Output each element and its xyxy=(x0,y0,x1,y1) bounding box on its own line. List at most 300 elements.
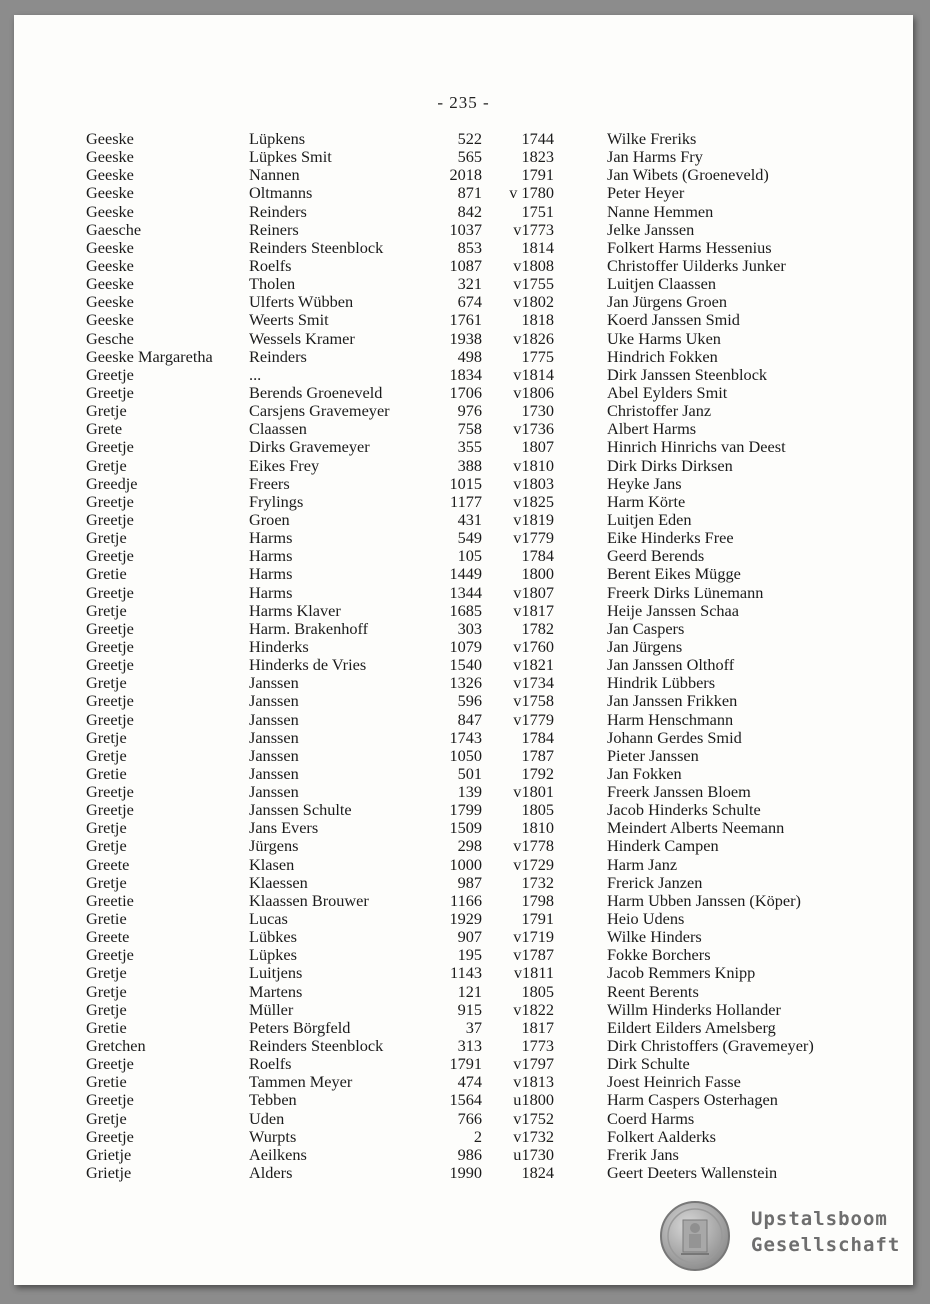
cell-nr: 1799 xyxy=(449,800,482,820)
table-row xyxy=(14,348,913,366)
cell-spouse: Heyke Jans xyxy=(607,473,682,493)
table-row xyxy=(14,946,913,964)
cell-nr: 313 xyxy=(457,1036,482,1056)
cell-nr: 596 xyxy=(457,691,482,711)
cell-spouse: Jacob Remmers Knipp xyxy=(607,963,756,983)
cell-first: Greetje xyxy=(86,382,134,402)
table-row xyxy=(14,420,913,438)
cell-last: Wurpts xyxy=(249,1126,297,1146)
cell-last: Tholen xyxy=(249,274,296,294)
cell-last: Uden xyxy=(249,1108,285,1128)
cell-first: Grete xyxy=(86,419,123,439)
cell-last: Hinderks xyxy=(249,636,309,656)
table-row xyxy=(14,565,913,583)
cell-nr: 674 xyxy=(457,292,482,312)
cell-spouse: Christoffer Janz xyxy=(607,401,712,421)
cell-year: 1817 xyxy=(521,1017,554,1037)
cell-first: Greetje xyxy=(86,782,134,802)
cell-spouse: Wilke Hinders xyxy=(607,927,702,947)
cell-first: Gretie xyxy=(86,1017,127,1037)
cell-first: Geeske xyxy=(86,129,134,148)
cell-year: v1736 xyxy=(513,419,554,439)
cell-last: Reinders xyxy=(249,346,307,366)
cell-spouse: Dirk Janssen Steenblock xyxy=(607,364,768,384)
cell-nr: 1079 xyxy=(449,636,482,656)
cell-first: Greetje xyxy=(86,491,134,511)
cell-year: v1806 xyxy=(513,382,554,402)
cell-spouse: Jan Jürgens Groen xyxy=(607,292,727,312)
cell-last: Müller xyxy=(249,999,294,1019)
cell-last: Peters Börgfeld xyxy=(249,1017,351,1037)
cell-year: v1779 xyxy=(513,528,554,548)
cell-year: 1744 xyxy=(521,129,554,148)
cell-year: v1734 xyxy=(513,673,554,693)
cell-last: Harms Klaver xyxy=(249,600,341,620)
cell-last: Lucas xyxy=(249,909,288,929)
cell-spouse: Wilke Freriks xyxy=(607,129,697,148)
table-row xyxy=(14,711,913,729)
cell-first: Gretie xyxy=(86,564,127,584)
cell-last: Janssen xyxy=(249,763,299,783)
cell-first: Gretchen xyxy=(86,1036,146,1056)
cell-spouse: Folkert Aalderks xyxy=(607,1126,716,1146)
cell-last: Klaessen xyxy=(249,872,308,892)
cell-nr: 1834 xyxy=(449,364,482,384)
cell-last: Eikes Frey xyxy=(249,455,320,475)
cell-spouse: Frerik Jans xyxy=(607,1144,679,1164)
document-page xyxy=(14,15,913,1285)
cell-year: 1787 xyxy=(521,745,554,765)
upstalsboom-logo xyxy=(659,1200,909,1280)
table-row xyxy=(14,184,913,202)
cell-spouse: Dirk Christoffers (Gravemeyer) xyxy=(607,1036,814,1056)
cell-year: v1773 xyxy=(513,219,554,239)
table-row xyxy=(14,964,913,982)
table-row xyxy=(14,620,913,638)
cell-nr: 842 xyxy=(457,201,482,221)
cell-nr: 1087 xyxy=(449,255,482,275)
cell-spouse: Abel Eylders Smit xyxy=(607,382,728,402)
cell-nr: 1015 xyxy=(449,473,482,493)
cell-nr: 2 xyxy=(473,1126,482,1146)
table-row xyxy=(14,602,913,620)
cell-first: Greetie xyxy=(86,890,134,910)
cell-last: Lüpkes xyxy=(249,945,297,965)
cell-first: Geeske xyxy=(86,201,134,221)
cell-nr: 853 xyxy=(457,237,482,257)
cell-last: Reinders xyxy=(249,201,307,221)
cell-year: v1732 xyxy=(513,1126,554,1146)
cell-year: v1755 xyxy=(513,274,554,294)
table-row xyxy=(14,765,913,783)
cell-spouse: Heije Janssen Schaa xyxy=(607,600,740,620)
cell-spouse: Albert Harms xyxy=(607,419,697,439)
cell-spouse: Dirk Schulte xyxy=(607,1054,690,1074)
cell-year: v1787 xyxy=(513,945,554,965)
cell-spouse: Jan Janssen Frikken xyxy=(607,691,738,711)
cell-last: ... xyxy=(249,364,262,384)
table-row xyxy=(14,638,913,656)
cell-nr: 986 xyxy=(457,1144,482,1164)
table-row xyxy=(14,511,913,529)
cell-nr: 907 xyxy=(457,927,482,947)
cell-year: 1805 xyxy=(521,981,554,1001)
cell-first: Greetje xyxy=(86,582,134,602)
cell-first: Geeske xyxy=(86,255,134,275)
table-row xyxy=(14,656,913,674)
cell-spouse: Freerk Dirks Lünemann xyxy=(607,582,764,602)
cell-last: Harms xyxy=(249,564,293,584)
cell-last: Wessels Kramer xyxy=(249,328,355,348)
cell-year: 1773 xyxy=(521,1036,554,1056)
cell-nr: 139 xyxy=(457,782,482,802)
cell-year: 1732 xyxy=(521,872,554,892)
cell-spouse: Dirk Dirks Dirksen xyxy=(607,455,733,475)
cell-nr: 37 xyxy=(465,1017,482,1037)
cell-spouse: Fokke Borchers xyxy=(607,945,711,965)
cell-first: Gretje xyxy=(86,401,127,421)
table-row xyxy=(14,801,913,819)
table-row xyxy=(14,729,913,747)
cell-spouse: Peter Heyer xyxy=(607,183,685,203)
cell-first: Geeske xyxy=(86,147,134,167)
table-row xyxy=(14,1037,913,1055)
cell-last: Reiners xyxy=(249,219,299,239)
table-row xyxy=(14,366,913,384)
cell-last: Reinders Steenblock xyxy=(249,1036,384,1056)
cell-nr: 1000 xyxy=(449,854,482,874)
cell-first: Greetje xyxy=(86,655,134,675)
cell-year: v1760 xyxy=(513,636,554,656)
cell-nr: 1540 xyxy=(449,655,482,675)
cell-first: Gretie xyxy=(86,763,127,783)
cell-last: Janssen xyxy=(249,709,299,729)
cell-first: Greetje xyxy=(86,437,134,457)
cell-nr: 1177 xyxy=(450,491,482,511)
table-row xyxy=(14,475,913,493)
cell-first: Greete xyxy=(86,927,130,947)
cell-last: Berends Groeneveld xyxy=(249,382,383,402)
cell-first: Geeske xyxy=(86,292,134,312)
cell-year: u1800 xyxy=(513,1090,554,1110)
cell-spouse: Harm Caspers Osterhagen xyxy=(607,1090,778,1110)
cell-year: v1819 xyxy=(513,509,554,529)
cell-nr: 1929 xyxy=(449,909,482,929)
cell-last: Nannen xyxy=(249,165,300,185)
cell-nr: 1509 xyxy=(449,818,482,838)
cell-last: Roelfs xyxy=(249,1054,292,1074)
table-row xyxy=(14,493,913,511)
cell-spouse: Folkert Harms Hessenius xyxy=(607,237,772,257)
table-row xyxy=(14,130,913,148)
cell-last: Hinderks de Vries xyxy=(249,655,367,675)
cell-last: Harms xyxy=(249,546,293,566)
table-row xyxy=(14,1091,913,1109)
table-row xyxy=(14,983,913,1001)
cell-spouse: Jan Fokken xyxy=(607,763,682,783)
cell-nr: 1990 xyxy=(449,1163,482,1183)
cell-first: Gretje xyxy=(86,872,127,892)
table-row xyxy=(14,783,913,801)
cell-first: Greetje xyxy=(86,509,134,529)
cell-spouse: Hindrik Lübbers xyxy=(607,673,716,693)
table-row xyxy=(14,747,913,765)
cell-last: Lüpkes Smit xyxy=(249,147,332,167)
cell-year: v1810 xyxy=(513,455,554,475)
cell-spouse: Willm Hinderks Hollander xyxy=(607,999,781,1019)
cell-first: Geeske xyxy=(86,274,134,294)
cell-first: Gretje xyxy=(86,836,127,856)
cell-nr: 522 xyxy=(457,129,482,148)
cell-last: Lüpkens xyxy=(249,129,306,148)
cell-year: 1784 xyxy=(521,546,554,566)
cell-spouse: Jan Jürgens xyxy=(607,636,683,656)
cell-year: 1810 xyxy=(521,818,554,838)
cell-nr: 105 xyxy=(457,546,482,566)
cell-year: v1825 xyxy=(513,491,554,511)
cell-nr: 1344 xyxy=(449,582,482,602)
cell-last: Reinders Steenblock xyxy=(249,237,384,257)
cell-last: Harms xyxy=(249,528,293,548)
cell-spouse: Freerk Janssen Bloem xyxy=(607,782,751,802)
cell-nr: 2018 xyxy=(449,165,482,185)
cell-first: Greedje xyxy=(86,473,138,493)
cell-last: Roelfs xyxy=(249,255,292,275)
table-row xyxy=(14,584,913,602)
cell-nr: 298 xyxy=(457,836,482,856)
cell-nr: 871 xyxy=(457,183,482,203)
cell-last: Carsjens Gravemeyer xyxy=(249,401,390,421)
cell-year: v 1780 xyxy=(509,183,554,203)
cell-first: Gretje xyxy=(86,963,127,983)
cell-nr: 121 xyxy=(457,981,482,1001)
table-row xyxy=(14,819,913,837)
table-row xyxy=(14,311,913,329)
cell-year: 1818 xyxy=(521,310,554,330)
cell-last: Jürgens xyxy=(249,836,299,856)
cell-year: 1784 xyxy=(521,727,554,747)
cell-first: Gretje xyxy=(86,528,127,548)
page-number: - 235 - xyxy=(437,93,490,112)
cell-nr: 915 xyxy=(457,999,482,1019)
cell-spouse: Nanne Hemmen xyxy=(607,201,714,221)
table-row xyxy=(14,1055,913,1073)
cell-first: Greetje xyxy=(86,945,134,965)
table-row xyxy=(14,892,913,910)
cell-first: Grietje xyxy=(86,1144,132,1164)
cell-spouse: Coerd Harms xyxy=(607,1108,695,1128)
cell-spouse: Harm Janz xyxy=(607,854,678,874)
cell-first: Gretje xyxy=(86,673,127,693)
table-row xyxy=(14,1073,913,1091)
cell-spouse: Joest Heinrich Fasse xyxy=(607,1072,741,1092)
cell-year: v1811 xyxy=(513,963,554,983)
cell-last: Harms xyxy=(249,582,293,602)
cell-nr: 303 xyxy=(457,618,482,638)
table-row xyxy=(14,928,913,946)
cell-nr: 321 xyxy=(457,274,482,294)
cell-first: Gretie xyxy=(86,1072,127,1092)
table-row xyxy=(14,547,913,565)
table-row xyxy=(14,275,913,293)
cell-year: v1814 xyxy=(513,364,554,384)
cell-nr: 1938 xyxy=(449,328,482,348)
table-row xyxy=(14,221,913,239)
cell-nr: 766 xyxy=(457,1108,482,1128)
cell-year: v1801 xyxy=(513,782,554,802)
cell-nr: 1761 xyxy=(449,310,482,330)
cell-first: Geeske Margaretha xyxy=(86,346,213,366)
table-row xyxy=(14,166,913,184)
cell-nr: 1685 xyxy=(449,600,482,620)
table-row xyxy=(14,148,913,166)
table-row xyxy=(14,1001,913,1019)
cell-year: v1817 xyxy=(513,600,554,620)
cell-last: Klasen xyxy=(249,854,295,874)
cell-nr: 847 xyxy=(457,709,482,729)
cell-first: Gretje xyxy=(86,981,127,1001)
cell-year: v1802 xyxy=(513,292,554,312)
table-row xyxy=(14,856,913,874)
cell-last: Janssen xyxy=(249,691,299,711)
cell-spouse: Frerick Janzen xyxy=(607,872,703,892)
cell-first: Greetje xyxy=(86,636,134,656)
cell-spouse: Uke Harms Uken xyxy=(607,328,721,348)
cell-spouse: Harm Henschmann xyxy=(607,709,734,729)
cell-last: Lübkes xyxy=(249,927,297,947)
cell-year: v1779 xyxy=(513,709,554,729)
table-row xyxy=(14,384,913,402)
cell-spouse: Jan Janssen Olthoff xyxy=(607,655,735,675)
cell-year: 1775 xyxy=(521,346,554,366)
table-row xyxy=(14,293,913,311)
cell-nr: 1743 xyxy=(449,727,482,747)
cell-spouse: Jan Harms Fry xyxy=(607,147,703,167)
cell-last: Janssen xyxy=(249,745,299,765)
cell-last: Tebben xyxy=(249,1090,297,1110)
cell-spouse: Hinderk Campen xyxy=(607,836,719,856)
cell-year: v1797 xyxy=(513,1054,554,1074)
cell-spouse: Hindrich Fokken xyxy=(607,346,718,366)
cell-nr: 1564 xyxy=(449,1090,482,1110)
cell-first: Greetje xyxy=(86,800,134,820)
cell-year: 1800 xyxy=(521,564,554,584)
cell-last: Frylings xyxy=(249,491,304,511)
cell-year: 1792 xyxy=(521,763,554,783)
cell-year: v1803 xyxy=(513,473,554,493)
cell-first: Gretje xyxy=(86,745,127,765)
cell-spouse: Christoffer Uilderks Junker xyxy=(607,255,786,275)
cell-year: 1807 xyxy=(521,437,554,457)
cell-last: Dirks Gravemeyer xyxy=(249,437,370,457)
cell-nr: 355 xyxy=(457,437,482,457)
cell-first: Greetje xyxy=(86,1090,134,1110)
cell-first: Greetje xyxy=(86,364,134,384)
table-row xyxy=(14,837,913,855)
cell-first: Geeske xyxy=(86,237,134,257)
cell-year: 1798 xyxy=(521,890,554,910)
cell-first: Grietje xyxy=(86,1163,132,1183)
table-row xyxy=(14,438,913,456)
cell-first: Gretje xyxy=(86,999,127,1019)
cell-first: Gretje xyxy=(86,818,127,838)
cell-spouse: Jacob Hinderks Schulte xyxy=(607,800,761,820)
table-row xyxy=(14,1164,913,1182)
table-row xyxy=(14,692,913,710)
cell-year: 1824 xyxy=(521,1163,554,1183)
cell-nr: 549 xyxy=(457,528,482,548)
cell-year: u1730 xyxy=(513,1144,554,1164)
cell-nr: 1037 xyxy=(449,219,482,239)
cell-year: 1791 xyxy=(521,165,554,185)
cell-first: Geeske xyxy=(86,310,134,330)
cell-spouse: Johann Gerdes Smid xyxy=(607,727,742,747)
cell-last: Janssen xyxy=(249,727,299,747)
table-row xyxy=(14,239,913,257)
cell-year: v1719 xyxy=(513,927,554,947)
cell-spouse: Jan Wibets (Groeneveld) xyxy=(607,165,769,185)
cell-nr: 987 xyxy=(457,872,482,892)
cell-nr: 195 xyxy=(457,945,482,965)
cell-last: Janssen Schulte xyxy=(249,800,352,820)
cell-year: v1813 xyxy=(513,1072,554,1092)
table-row xyxy=(14,457,913,475)
cell-nr: 1143 xyxy=(450,963,482,983)
cell-first: Gaesche xyxy=(86,219,142,239)
logo-text-gesellschaft: Gesellschaft xyxy=(751,1234,901,1256)
cell-nr: 1326 xyxy=(449,673,482,693)
cell-nr: 1706 xyxy=(449,382,482,402)
cell-year: 1751 xyxy=(521,201,554,221)
cell-year: 1823 xyxy=(521,147,554,167)
cell-nr: 501 xyxy=(457,763,482,783)
cell-spouse: Eildert Eilders Amelsberg xyxy=(607,1017,776,1037)
cell-first: Geeske xyxy=(86,165,134,185)
cell-first: Gretje xyxy=(86,455,127,475)
cell-first: Geeske xyxy=(86,183,134,203)
cell-last: Ulferts Wübben xyxy=(249,292,354,312)
cell-first: Gretje xyxy=(86,600,127,620)
cell-year: v1821 xyxy=(513,655,554,675)
logo-text-upstalsboom: Upstalsboom xyxy=(751,1208,888,1230)
cell-last: Luitjens xyxy=(249,963,303,983)
cell-spouse: Eike Hinderks Free xyxy=(607,528,734,548)
cell-year: v1826 xyxy=(513,328,554,348)
cell-spouse: Geerd Berends xyxy=(607,546,705,566)
cell-spouse: Berent Eikes Mügge xyxy=(607,564,741,584)
cell-year: v1822 xyxy=(513,999,554,1019)
cell-first: Gretje xyxy=(86,1108,127,1128)
cell-last: Aeilkens xyxy=(249,1144,307,1164)
cell-last: Alders xyxy=(249,1163,293,1183)
cell-spouse: Koerd Janssen Smid xyxy=(607,310,740,330)
cell-last: Groen xyxy=(249,509,290,529)
table-row xyxy=(14,874,913,892)
cell-last: Weerts Smit xyxy=(249,310,329,330)
cell-first: Greetje xyxy=(86,1054,134,1074)
cell-year: 1814 xyxy=(521,237,554,257)
cell-last: Oltmanns xyxy=(249,183,313,203)
cell-nr: 498 xyxy=(457,346,482,366)
cell-first: Greetje xyxy=(86,709,134,729)
cell-spouse: Reent Berents xyxy=(607,981,699,1001)
cell-last: Klaassen Brouwer xyxy=(249,890,369,910)
cell-first: Greete xyxy=(86,854,130,874)
cell-spouse: Hinrich Hinrichs van Deest xyxy=(607,437,786,457)
cell-year: v1807 xyxy=(513,582,554,602)
cell-last: Freers xyxy=(249,473,290,493)
cell-year: v1778 xyxy=(513,836,554,856)
